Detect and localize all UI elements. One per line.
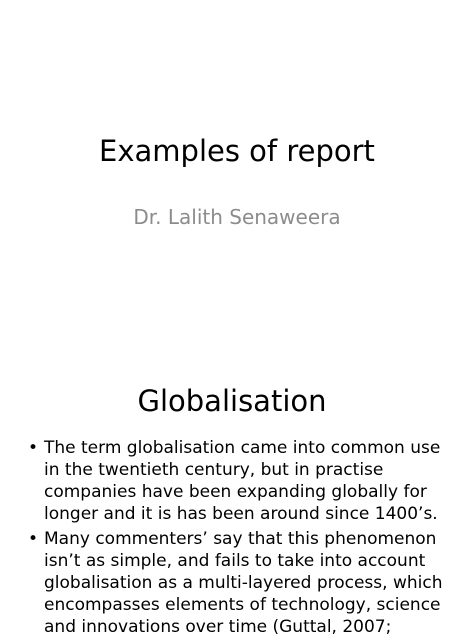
bullet-text-line: longer and it is has been around since 1400’s. <box>44 504 438 524</box>
bullet-icon: • <box>28 438 39 458</box>
bullet-text-line: in the twentieth century, but in practise <box>44 460 384 480</box>
slide-title: Examples of report <box>99 134 375 168</box>
slide-subtitle: Dr. Lalith Senaweera <box>133 205 341 229</box>
bullet-item <box>28 528 472 638</box>
bullet-text-line: isn’t as simple, and fails to take into account <box>44 551 426 571</box>
bullet-text-line: globalisation as a multi-layered process, which <box>44 573 443 593</box>
slide-title: Globalisation <box>137 384 327 418</box>
slide-1 <box>0 0 474 316</box>
slide-2 <box>0 316 474 637</box>
bullet-text-line: The term globalisation came into common use <box>44 438 441 458</box>
bullet-text-line: companies have been expanding globally for <box>44 482 427 502</box>
bullet-list <box>28 437 472 641</box>
bullet-item <box>28 437 472 525</box>
bullet-text-line: Many commenters’ say that this phenomenon <box>44 529 437 549</box>
bullet-text-line: and innovations over time (Guttal, 2007; <box>44 617 392 637</box>
bullet-text-line: encompasses elements of technology, science <box>44 595 441 615</box>
bullet-icon: • <box>28 529 39 549</box>
